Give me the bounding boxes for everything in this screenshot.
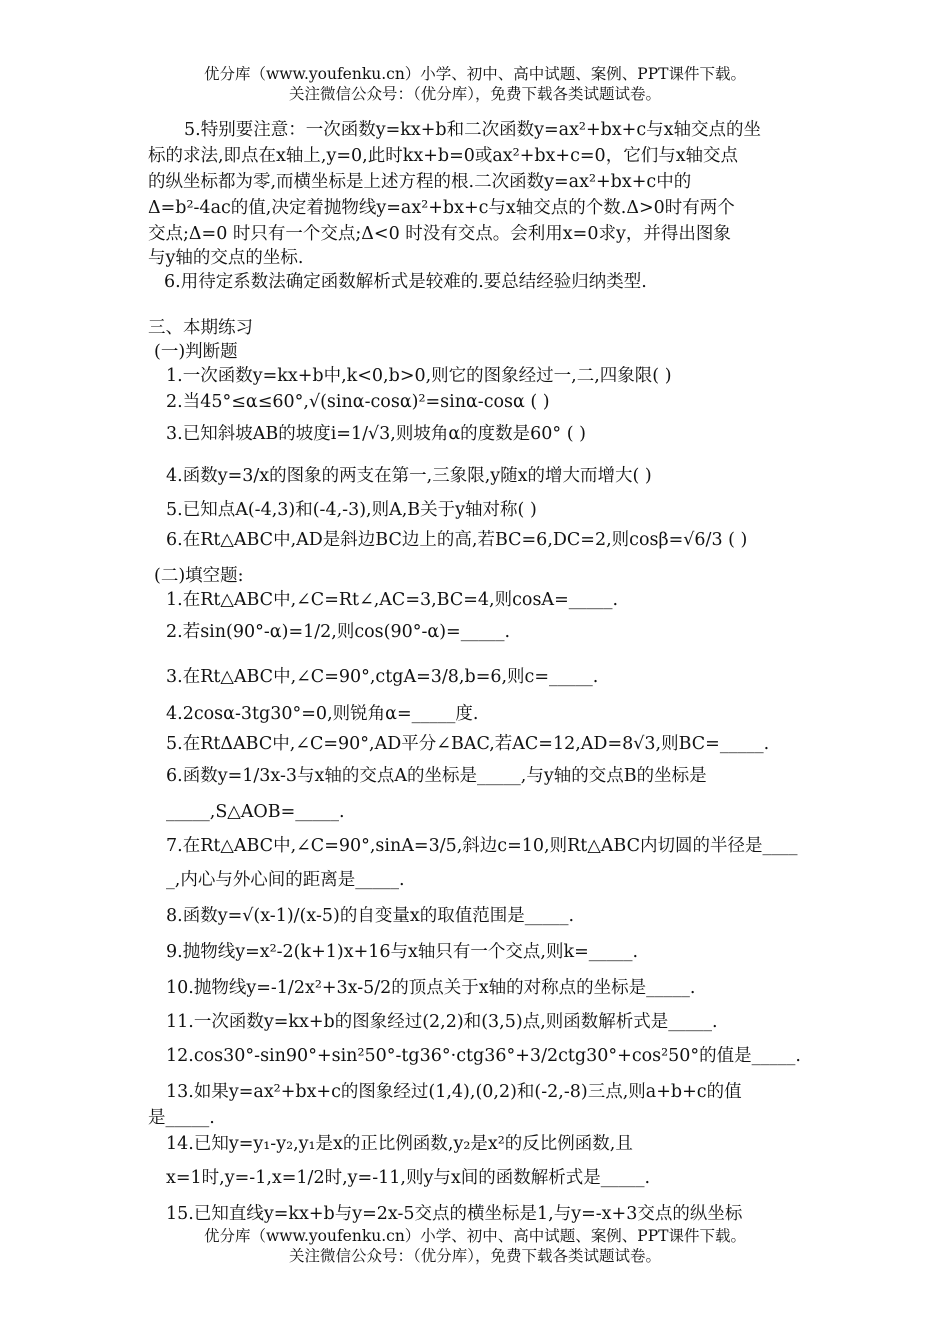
note-5-line-4: Δ=b²-4ac的值,决定着抛物线y=ax²+bx+c与x轴交点的个数.Δ>0时有两个 <box>148 198 735 218</box>
fill-item-8: 8.函数y=√(x-1)/(x-5)的自变量x的取值范围是_____. <box>166 906 575 926</box>
judge-item-4: 4.函数y=3/x的图象的两支在第一,三象限,y随x的增大而增大( ) <box>166 466 652 486</box>
header-line-1: 优分库（www.youfenku.cn）小学、初中、高中试题、案例、PPT课件下载。 <box>203 65 747 83</box>
fill-title: (二)填空题: <box>154 566 244 586</box>
fill-item-6-line-1: 6.函数y=1/3x-3与x轴的交点A的坐标是_____,与y轴的交点B的坐标是 <box>166 766 707 786</box>
judge-title: (一)判断题 <box>154 342 238 362</box>
fill-item-1: 1.在Rt△ABC中,∠C=Rt∠,AC=3,BC=4,则cosA=_____. <box>166 590 619 610</box>
fill-item-5: 5.在RtΔABC中,∠C=90°,AD平分∠BAC,若AC=12,AD=8√3,则BC=_____. <box>166 734 770 754</box>
fill-item-7-line-1: 7.在Rt△ABC中,∠C=90°,sinA=3/5,斜边c=10,则Rt△ABC内切圆的半径是____ <box>166 836 798 856</box>
fill-item-4: 4.2cosα-3tg30°=0,则锐角α=_____度. <box>166 704 479 724</box>
fill-item-15: 15.已知直线y=kx+b与y=2x-5交点的横坐标是1,与y=-x+3交点的纵坐标 <box>166 1204 743 1224</box>
fill-item-2: 2.若sin(90°-α)=1/2,则cos(90°-α)=_____. <box>166 622 511 642</box>
judge-item-6: 6.在Rt△ABC中,AD是斜边BC边上的高,若BC=6,DC=2,则cosβ=√6/3 ( ) <box>166 530 748 550</box>
page-footer <box>0 1226 950 1266</box>
judge-item-5: 5.已知点A(-4,3)和(-4,-3),则A,B关于y轴对称( ) <box>166 500 537 520</box>
note-6: 6.用待定系数法确定函数解析式是较难的.要总结经验归纳类型. <box>164 272 647 292</box>
fill-item-6-line-2: _____,S△AOB=_____. <box>166 802 345 822</box>
judge-item-3: 3.已知斜坡AB的坡度i=1/√3,则坡角α的度数是60° ( ) <box>166 424 586 444</box>
note-5-line-3: 的纵坐标都为零,而横坐标是上述方程的根.二次函数y=ax²+bx+c中的 <box>148 172 692 192</box>
fill-item-13-line-2: 是_____. <box>148 1108 215 1128</box>
fill-item-3: 3.在Rt△ABC中,∠C=90°,ctgA=3/8,b=6,则c=_____. <box>166 667 599 687</box>
judge-item-2: 2.当45°≤α≤60°,√(sinα-cosα)²=sinα-cosα ( ) <box>166 392 550 412</box>
fill-item-14-line-1: 14.已知y=y₁-y₂,y₁是x的正比例函数,y₂是x²的反比例函数,且 <box>166 1134 633 1154</box>
footer-line-1: 优分库（www.youfenku.cn）小学、初中、高中试题、案例、PPT课件下载。 <box>203 1227 747 1245</box>
note-5-line-2: 标的求法,即点在x轴上,y=0,此时kx+b=0或ax²+bx+c=0，它们与x轴交点 <box>148 146 739 166</box>
judge-item-1: 1.一次函数y=kx+b中,k<0,b>0,则它的图象经过一,二,四象限( ) <box>166 366 672 386</box>
page-header <box>0 64 950 104</box>
note-5-line-1: 5.特别要注意：一次函数y=kx+b和二次函数y=ax²+bx+c与x轴交点的坐 <box>184 120 762 140</box>
fill-item-11: 11.一次函数y=kx+b的图象经过(2,2)和(3,5)点,则函数解析式是_____. <box>166 1012 718 1032</box>
fill-item-13-line-1: 13.如果y=ax²+bx+c的图象经过(1,4),(0,2)和(-2,-8)三点,则a+b+c的值 <box>166 1082 742 1102</box>
fill-item-10: 10.抛物线y=-1/2x²+3x-5/2的顶点关于x轴的对称点的坐标是_____. <box>166 978 696 998</box>
section-title: 三、本期练习 <box>148 318 253 338</box>
fill-item-14-line-2: x=1时,y=-1,x=1/2时,y=-11,则y与x间的函数解析式是_____. <box>166 1168 651 1188</box>
note-5-line-5: 交点;Δ=0 时只有一个交点;Δ<0 时没有交点。会利用x=0求y，并得出图象 <box>148 224 731 244</box>
fill-item-7-line-2: _,内心与外心间的距离是_____. <box>166 870 405 890</box>
header-line-2: 关注微信公众号：（优分库），免费下载各类试题试卷。 <box>288 85 661 103</box>
fill-item-12: 12.cos30°-sin90°+sin²50°-tg36°·ctg36°+3/2ctg30°+cos²50°的值是_____. <box>166 1046 801 1066</box>
fill-item-9: 9.抛物线y=x²-2(k+1)x+16与x轴只有一个交点,则k=_____. <box>166 942 639 962</box>
note-5-line-6: 与y轴的交点的坐标. <box>148 248 304 268</box>
footer-line-2: 关注微信公众号：（优分库），免费下载各类试题试卷。 <box>288 1247 661 1265</box>
